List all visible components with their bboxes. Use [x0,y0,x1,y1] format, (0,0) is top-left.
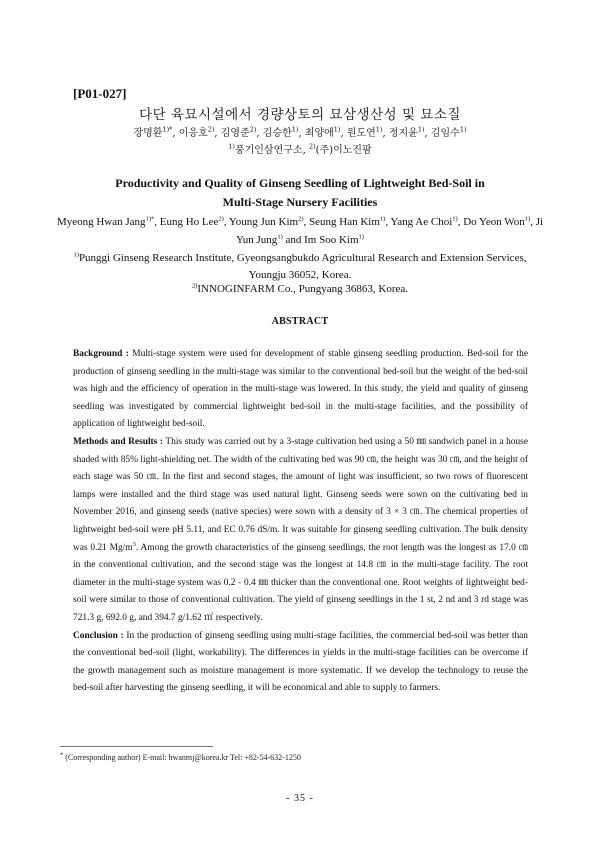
affil-sup: 2) [191,282,198,290]
english-title-line: Productivity and Quality of Ginseng Seedling of Lightweight Bed-Soil in [115,176,485,190]
background-text: Multi-stage system were used for development of stable ginseng seedling production. Bed-soil for the production of ginseng seedling in the multi-stage was similar to the conventional bed-soil but the weight of the bed-soil was high and the efficiency of operation in the multi-stage was lowered. In this study, the yield and quality of ginseng seedling was investigated by commercial lightweight bed-soil in the multi-stage facilities, and the possibility of application of lightweight bed-soil. [73,349,528,430]
author: Ji Yun Jung [236,216,544,246]
affiliation: (주)이노진팜 [315,145,372,156]
author-sup: 1) [524,215,531,223]
author-sup: 2) [298,215,304,223]
english-affiliation-2 [60,283,540,295]
author-sup: 1)* [162,125,173,134]
author: 최양애 [304,128,334,139]
author: Myeong Hwan Jang [56,216,146,228]
author-sup: 1) [379,215,386,223]
author: 김영준 [220,128,250,139]
english-authors: Myeong Hwan Jang$^{1)*}$, Eung Ho Lee$^{2)}$, Young Jun Kim$^{2)}$, Seung Han Kim$^{1)}$, Yang Ae Choi$^{1)}$, Do Yeon Won$^{1)}$, Ji Yun Jung$^{1)}$ and Im Soo Kim$^{1)}$ [56,215,544,246]
author-sup: 1) [375,125,383,134]
abstract-body [73,346,528,698]
conclusion-label: Conclusion : [73,630,124,641]
page-number: - 35 - [286,793,314,804]
footnote-marker: * [60,751,64,759]
author: 이응호 [178,128,208,139]
author: Yang Ae Choi [390,216,453,228]
affiliation: 풍기인삼연구소, [234,145,309,156]
author-sup: 2) [207,125,215,134]
author-sup: 1) [459,125,467,134]
korean-affiliations [60,141,540,156]
author-sup: 1) [452,215,458,223]
english-title-line: Multi-Stage Nursery Facilities [222,195,378,209]
affil-sup: 1) [228,142,235,151]
conclusion-text: In the production of ginseng seedling using multi-stage facilities, the commercial bed-soil was better than the conventional bed-soil (light, workability). The differences in yields in the multi-stage facilities can be overcome if the growth management such as moisture management is more systematic. If we develop the technology to reuse the bed-soil after harvesting the ginseng seedling, it will be economical and able to supply to farmers. [73,630,528,694]
author: 김임수 [430,128,460,139]
author: Im Soo Kim [304,234,359,246]
affil-sup: 1) [73,251,79,259]
author-sup: 1) [277,233,283,241]
korean-authors: 장명환$^{1)*}$, 이응호$^{2)}$, 김영준$^{2)}$, 김승한$^{1)}$, 최양애$^{1)}$, 원도연$^{1)}$, 정지윤$^{1)}$, 김임수$^{1)}$ [133,125,467,139]
methods-label: Methods and Results : [73,436,164,447]
author: 장명환 [133,128,163,139]
methods-sup: 3 [132,540,136,548]
paper-code: [P01-027] [73,86,127,101]
author: Seung Han Kim [309,216,380,228]
author-sup: 2) [249,125,257,134]
author-sup: 1)* [145,215,155,223]
footnote [60,753,301,762]
footnote-text: (Corresponding author) E-mail: hwanmj@korea.kr Tel: +82-54-632-1250 [65,753,301,762]
author-sup: 1) [291,125,299,134]
affil-sup: 2) [308,142,316,151]
author: 원도연 [346,128,376,139]
author-sup: 1) [358,233,364,241]
korean-title: 다단 육묘시설에서 경량상토의 묘삼생산성 및 묘소질 [139,107,461,123]
author: 김승한 [262,128,292,139]
author-sup: 1) [333,125,341,134]
methods-text-cont: . Among the growth characteristics of the ginseng seedlings, the root length was the longest as 17.0 ㎝ in the conventional cultivation, and the second stage was the longest at 14.8 ㎝ in the multi-stage facility. The root diameter in the multi-stage system was 0.2 - 0.4 ㎜ thicker than the conventional one. Root weights of lightweight bed-soil were similar to those of conventional cultivation. The yield of ginseng seedlings in the 1 st, 2 nd and 3 rd stage was 721.3 g, 692.0 g, and 394.7 g/1.62 ㎡ respectively. [73,542,529,623]
abstract-heading: ABSTRACT [271,316,329,327]
author-sup: 2) [218,215,224,223]
affiliation-text: Punggi Ginseng Research Institute, Gyeongsangbukdo Agricultural Research and Extension Services, Youngju 36052, Korea. [78,252,527,281]
background-label: Background : [73,349,129,359]
author: Do Yeon Won [463,216,525,228]
author-sup: 1) [417,125,425,134]
conclusion-paragraph [73,628,528,698]
author: Eung Ho Lee [159,216,219,228]
author: Young Jun Kim [228,216,299,228]
english-title [60,174,540,212]
affiliation-text: INNOGINFARM Co., Pungyang 36863, Korea. [197,283,409,295]
footnote-rule [60,746,213,747]
methods-text: This study was carried out by a 3-stage cultivation bed using a 50 ㎜ sandwich panel in a house shaded with 85% light-shielding net. The width of the cultivating bed was 90 ㎝, the height was 30 ㎝, and the height of each stage was 50 ㎝. In the first and second stages, the amount of light was insufficient, so two rows of fluorescent lamps were installed and the third stage was used natural light. Ginseng seeds were sown on the cultivating bed in November 2016, and ginseng seeds (native species) were sown with a density of 3 × 3 ㎝. The chemical properties of lightweight bed-soil were pH 5.11, and EC 0.76 dS/m. It was suitable for ginseng seedling cultivation. The bulk density was 0.21 Mg/m [73,436,528,553]
author: 정지윤 [388,128,418,139]
english-affiliation-1 [70,250,530,284]
methods-paragraph [73,434,528,628]
background-paragraph [73,346,528,434]
